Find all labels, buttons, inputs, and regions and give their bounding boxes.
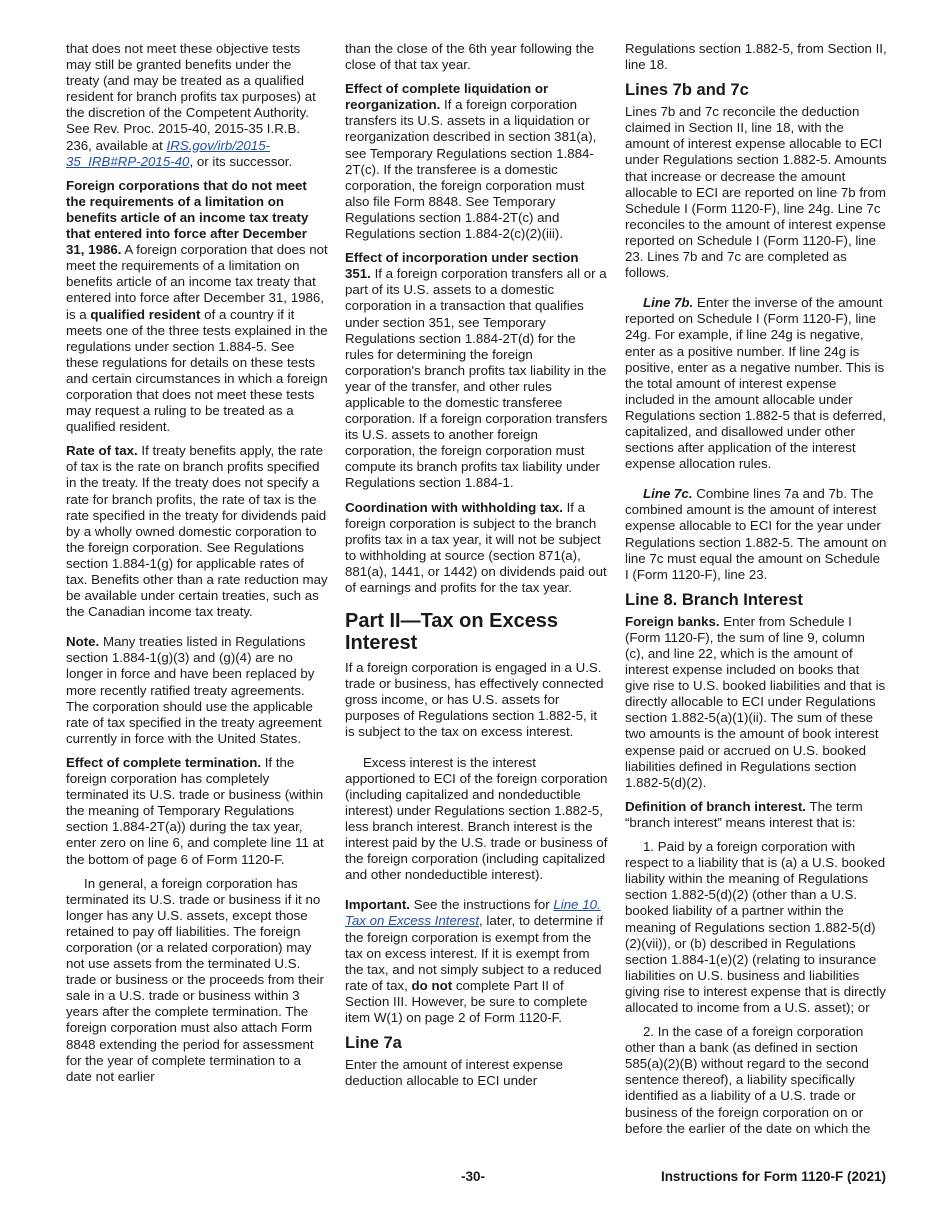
paragraph: Foreign corporations that do not meet the requirements of a limitation on benefits article of an income tax treaty that entered into force after December 31, 1986. A foreign corporation that does not meet the requirements of a limitation on benefits article of an income tax treaty that entered into force after December 31, 1986, is a qualified resident of a country if it meets one of the three tests explained in the regulations under section 1.884-5. See these regulations for details on these tests and certain circumstances in which a foreign corporation that does not meet these tests may request a ruling to be treated as a qualified resident.: [66, 177, 328, 435]
paragraph-heading: Effect of complete liquidation or reorganization.: [345, 81, 549, 113]
line10-link[interactable]: Line 10. Tax on Excess Interest: [345, 897, 601, 929]
part-title: Part II—Tax on Excess Interest: [345, 610, 559, 655]
note-paragraph: Note. Many treaties listed in Regulations section 1.884-1(g)(3) and (g)(4) are no longer in force and have been replaced by more recently ratified treaty agreements. The corporation should use the applicable rate of tax specified in the treaty agreement currently in force with the United States.: [66, 634, 322, 746]
paragraph: that does not meet these objective tests may still be granted benefits under the treaty (and may be treated as a qualified resident for branch profits tax purposes) at the discretion of the Competent Authority. See Rev. Proc. 2015-40, 2015-35 I.R.B. 236, available at IRS.gov/irb/2015-35_IRB#RP-2015-40, or its successor.: [66, 41, 316, 169]
paragraph: Rate of tax. If treaty benefits apply, the rate of tax is the rate on branch profits specified in the treaty. If the treaty does not specify a rate for branch profits, the rate of tax is the rate specified in the treaty for dividends paid by a wholly owned domestic corporation to the foreign corporation. See Regulations section 1.884-1(g) for applicable rates of tax. Benefits other than a rate reduction may be available under certain treaties, such as the Canadian income tax treaty.: [66, 443, 328, 620]
paragraph-heading: Foreign banks.: [625, 613, 720, 629]
paragraph-heading: Effect of incorporation under section 351.: [345, 250, 579, 282]
paragraph: Coordination with withholding tax. If a foreign corporation is subject to the branch profits tax in a tax year, it will not be subject to withholding at source (section 871(a), 881(a), 1441, or 1442) on dividends paid out of earnings and profits for the tax year.: [345, 499, 607, 595]
column-left: [66, 41, 328, 1093]
section-heading: Lines 7b and 7c: [625, 81, 749, 100]
list-item: 1. Paid by a foreign corporation with respect to a liability that is (a) a U.S. booked liability within the meaning of Regulations section 1.882-5(d)(2) (other than a U.S. booked liability of a partner within the meaning of Regulations section 1.882-5(d)(2)(vii)), or (b) described in Regulations section 1.884-1(e)(2) (relating to insurance liabilities on U.S. business and liabilities giving rise to interest expense that is directly allocated to income from a U.S. asset); or: [625, 839, 886, 1015]
paragraph: Regulations section 1.882-5, from Section II, line 18.: [625, 41, 887, 73]
paragraph-heading: Important.: [345, 897, 411, 913]
paragraph: Foreign banks. Enter from Schedule I (Form 1120-F), the sum of line 9, column (c), and line 22, which is the amount of interest expense included on books that give rise to U.S. booked liabilities and that is directly allocable to ECI under Regulations section 1.882-5(a)(1)(ii). The sum of these two amounts is the amount of book interest expense paid or accrued on U.S. booked liabilities defined in Regulations section 1.882-5(d)(2).: [625, 613, 886, 790]
paragraph: Excess interest is the interest apportioned to ECI of the foreign corporation (including capitalized and nondeductible interest) under Regulations section 1.882-5, less branch interest. Branch interest is the interest paid by the U.S. trade or business of the foreign corporation (including capitalized and other nondeductible interest).: [345, 754, 608, 883]
paragraph: If a foreign corporation is engaged in a U.S. trade or business, has effectively connected gross income, or has U.S. assets for purposes of Regulations section 1.882-5, it is subject to the tax on excess interest.: [345, 660, 604, 740]
paragraph-heading: Effect of complete termination.: [66, 754, 262, 770]
rev-proc-link[interactable]: IRS.gov/irb/2015-35_IRB#RP-2015-40: [66, 137, 271, 169]
column-right: [625, 41, 887, 1145]
paragraph-heading: Rate of tax.: [66, 443, 138, 459]
paragraph: Enter the amount of interest expense deduction allocable to ECI under: [345, 1057, 564, 1089]
list-item: 2. In the case of a foreign corporation other than a bank (as defined in section 585(a)(2)(B) without regard to the second sentence thereof), a liability specifically identified as a liability of a U.S. trade or business of the foreign corporation on or before the earlier of the date on which the: [625, 1024, 871, 1136]
paragraph: Lines 7b and 7c reconcile the deduction claimed in Section II, line 18, with the amount of interest expense allocable to ECI under Regulations section 1.882-5. Amounts that increase or decrease the amount allocable to ECI are reported on line 7b from Schedule I (Form 1120-F), line 24g. Line 7c reconciles to the amount of interest expense reported on Schedule I (Form 1120-F), line 23. Lines 7b and 7c are completed as follows.: [625, 104, 887, 281]
paragraph-heading: Definition of branch interest.: [625, 798, 806, 814]
section-heading: Line 8. Branch Interest: [625, 590, 803, 609]
paragraph: Effect of incorporation under section 351. If a foreign corporation transfers all or a part of its U.S. assets to a domestic corporation in a transaction that qualifies under section 351, see Temporary Regulations section 1.884-2T(d) for the rules for determining the foreign corporation's branch profits tax liability in the year of the transfer, and other rules applicable to the domestic transferee corporation. If a foreign corporation transfers its U.S. assets to another foreign corporation, the foreign corporation must compute its branch profits tax liability under Regulations section 1.884-1.: [345, 250, 608, 491]
column-middle: [345, 41, 608, 1097]
paragraph: Effect of complete termination. If the foreign corporation has completely terminated its U.S. trade or business (within the meaning of Temporary Regulations section 1.884-2T(a)) during the tax year, enter zero on line 6, and complete line 11 at the bottom of page 6 of Form 1120-F.: [66, 754, 324, 867]
paragraph: Line 7b. Enter the inverse of the amount reported on Schedule I (Form 1120-F), line 24g. For example, if line 24g is negative, enter as a positive number. If line 24g is positive, enter as a negative number. This is the total amount of interest expense included in the amount allocable under Regulations section 1.882-5 that is deferred, capitalized, and disallowed under other sections after application of the interest expense allocation rules.: [625, 295, 886, 472]
paragraph-heading: Coordination with withholding tax.: [345, 499, 563, 515]
page-number: -30-: [461, 1169, 486, 1184]
paragraph-heading: Line 7c.: [643, 486, 693, 502]
paragraph: Definition of branch interest. The term “branch interest” means interest that is:: [625, 798, 863, 830]
paragraph: than the close of the 6th year following the close of that tax year.: [345, 41, 595, 73]
paragraph: Line 7c. Combine lines 7a and 7b. The combined amount is the amount of interest expense allocable to ECI for the year under Regulations section 1.882-5. The amount on line 7c must equal the amount on Schedule I (Form 1120-F), line 23.: [625, 486, 887, 582]
paragraph: Important. See the instructions for Line 10. Tax on Excess Interest, later, to determine if the foreign corporation is exempt from the tax on excess interest. If it is exempt from the tax, and not simply subject to a reduced rate of tax, do not complete Part II of Section III. However, be sure to complete item W(1) on page 2 of Form 1120-F.: [345, 897, 604, 1025]
form-title: Instructions for Form 1120-F (2021): [660, 1169, 886, 1184]
paragraph-heading: Foreign corporations that do not meet the requirements of a limitation on benefits article of an income tax treaty that entered into force after December 31, 1986.: [66, 177, 309, 258]
section-heading: Line 7a: [345, 1034, 402, 1053]
paragraph: Effect of complete liquidation or reorganization. If a foreign corporation transfers its U.S. assets in a liquidation or reorganization described in section 381(a), see Temporary Regulations section 1.884-2T(c). If the transferee is a domestic corporation, the foreign corporation must also file Form 8848. See Temporary Regulations section 1.884-2T(c) and Regulations section 1.884-2(c)(2)(iii).: [345, 81, 597, 242]
page-footer: [66, 1169, 886, 1187]
paragraph: In general, a foreign corporation has terminated its U.S. trade or business if it no longer has any U.S. assets, except those retained to pay off liabilities. The foreign corporation (or a related corporation) may not use assets from the terminated U.S. trade or business or the proceeds from their sale in a U.S. trade or business within 3 years after the complete termination. The foreign corporation must also attach Form 8848 extending the period for assessment for the year of complete termination to a date not earlier: [66, 875, 324, 1084]
note-label: Note.: [66, 634, 100, 650]
paragraph-heading: Line 7b.: [643, 295, 694, 311]
